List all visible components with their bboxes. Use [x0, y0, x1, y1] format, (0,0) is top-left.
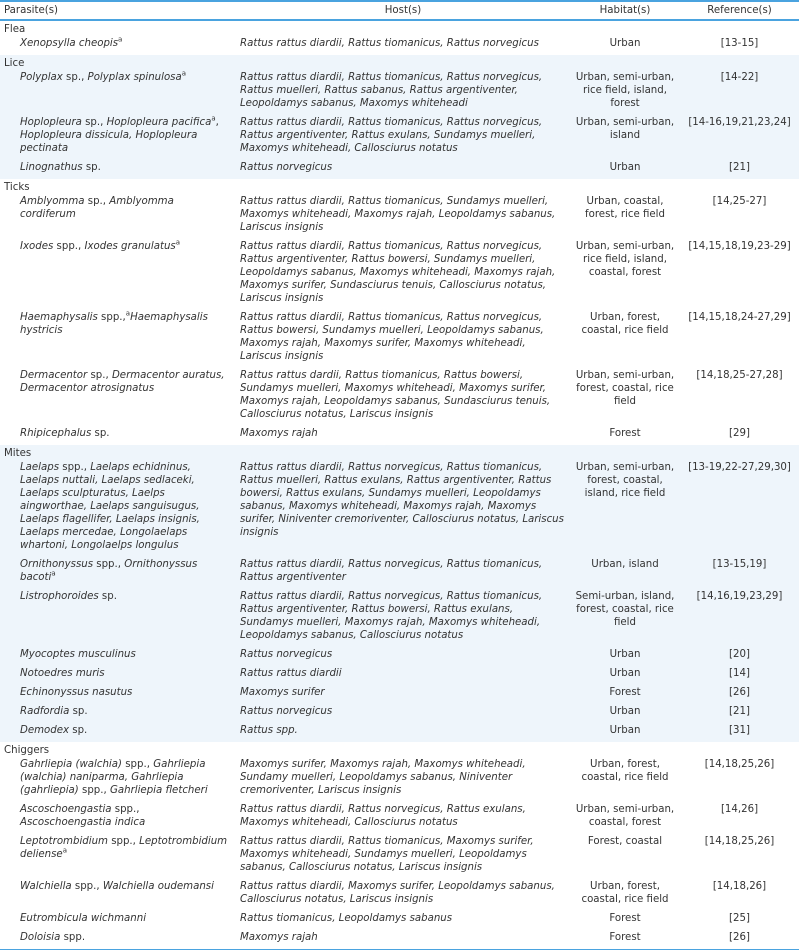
host-cell: Maxomys rajah — [240, 428, 318, 439]
parasite-name-segment: spp., — [53, 241, 85, 252]
parasite-name-segment: Polyplax spinulosa — [87, 72, 182, 83]
reference-cell: [26] — [680, 930, 799, 950]
parasite-name-segment: Haemaphysalis — [20, 312, 98, 323]
habitat-cell: Urban, semi-urban, island — [575, 117, 675, 141]
parasite-name-segment: Doloisia — [20, 932, 61, 943]
table-row — [0, 704, 799, 723]
parasite-cell — [0, 930, 236, 950]
host-cell: Maxomys surifer, Maxomys rajah, Maxomys whiteheadi, Sundamy muelleri, Leopoldamys sabanus, Niniventer cremoriventer, Lariscus insignis — [240, 759, 526, 796]
group-header-row — [0, 20, 799, 36]
parasite-name-segment: Gahrliepia (walchia) — [20, 759, 122, 770]
habitat-cell: Forest — [570, 930, 680, 950]
habitat-cell: Semi-urban, island, forest, coastal, rice field — [575, 591, 675, 628]
parasite-name-segment: Ornithonyssus — [20, 559, 94, 570]
habitat-cell: Urban, forest, coastal, rice field — [581, 312, 669, 336]
habitat-cell: Urban, island — [591, 559, 659, 570]
parasite-name-segment: sp. — [91, 428, 110, 439]
parasite-name-segment: Xenopsylla cheopis — [20, 38, 119, 49]
parasite-cell — [0, 879, 236, 911]
parasite-cell — [0, 194, 236, 239]
reference-cell: [31] — [729, 725, 750, 736]
parasite-name-segment: spp., — [93, 559, 125, 570]
reference-cell: [14,18,25,26] — [704, 759, 775, 770]
reference-cell: [14,26] — [720, 804, 759, 815]
footnote-marker: a — [125, 309, 131, 318]
parasite-name-segment: Leptotrombidium — [20, 836, 108, 847]
parasite-name-segment: , — [215, 117, 219, 128]
parasite-name-segment: sp., — [87, 370, 112, 381]
host-cell: Maxomys rajah — [236, 930, 570, 950]
table-row — [0, 723, 799, 742]
reference-cell: [14-22] — [720, 72, 759, 83]
parasite-cell — [0, 834, 236, 879]
parasite-name-segment: sp. — [82, 162, 101, 173]
parasite-cell — [0, 802, 236, 834]
table-row — [0, 666, 799, 685]
header-row — [0, 1, 799, 20]
parasite-cell — [0, 70, 236, 115]
parasite-name-segment: Echinonyssus nasutus — [20, 687, 133, 698]
group-ticks — [0, 179, 799, 445]
parasite-name-segment: spp. — [60, 932, 86, 943]
parasite-cell — [0, 666, 236, 685]
parasite-name-segment: spp., — [59, 462, 91, 473]
habitat-cell: Urban — [609, 706, 641, 717]
host-cell: Rattus rattus diardii — [240, 668, 342, 679]
host-cell: Rattus norvegicus — [240, 706, 333, 717]
parasite-name-segment: Hoplopleura dissicula, Hoplopleura pectinata — [20, 130, 198, 154]
parasite-name-segment: Dermacentor auratus, Dermacentor atrosignatus — [20, 370, 225, 394]
reference-cell: [26] — [729, 687, 750, 698]
habitat-cell: Urban — [609, 38, 641, 49]
table-row — [0, 802, 799, 834]
parasite-name-segment: Ascoschoengastia — [20, 804, 112, 815]
reference-cell: [13-15,19] — [712, 559, 767, 570]
parasite-name-segment: Rhipicephalus — [20, 428, 92, 439]
habitat-cell: Urban, semi-urban, rice field, island, forest — [575, 72, 675, 109]
parasite-cell — [0, 160, 236, 179]
parasite-name-segment: Myocoptes musculinus — [20, 649, 136, 660]
parasite-name-segment: Listrophoroides — [20, 591, 99, 602]
parasite-name-segment: Walchiella — [20, 881, 72, 892]
parasite-name-segment: Ascoschoengastia indica — [20, 817, 146, 828]
parasite-name-segment: sp. — [69, 706, 88, 717]
parasite-cell — [0, 589, 236, 647]
parasite-cell — [0, 239, 236, 310]
parasite-name-segment: spp., — [111, 804, 140, 815]
parasite-cell — [0, 704, 236, 723]
host-cell: Rattus norvegicus — [240, 162, 333, 173]
parasite-name-segment: Ornithonyssus bacoti — [20, 559, 198, 583]
group-header-row — [0, 445, 799, 460]
parasite-name-segment: Haemaphysalis hystricis — [20, 312, 208, 336]
header-host: Host(s) — [236, 1, 570, 20]
reference-cell: [13-19,22-27,29,30] — [688, 462, 791, 473]
habitat-cell: Forest — [609, 687, 641, 698]
group-flea — [0, 20, 799, 55]
parasite-cell — [0, 557, 236, 589]
host-cell: Rattus rattus diardii, Rattus norvegicus, Rattus tiomanicus, Rattus argentiventer, Rattus bowersi, Rattus exulans, Sundamys muelleri, Maxomys rajah, Maxomys whiteheadi, Leopoldamys sabanus, Callosciurus notatus — [240, 591, 543, 641]
parasite-name-segment: spp., — [97, 312, 126, 323]
parasite-cell — [0, 757, 236, 802]
table-row — [0, 757, 799, 802]
parasite-name-segment: Hoplopleura — [20, 117, 82, 128]
table-row — [0, 194, 799, 239]
parasite-cell — [0, 426, 236, 445]
group-header-row — [0, 742, 799, 757]
table-row — [0, 589, 799, 647]
habitat-cell: Urban, semi-urban, forest, coastal, rice field — [575, 370, 675, 407]
host-cell: Rattus tiomanicus, Leopoldamys sabanus — [240, 913, 453, 924]
reference-cell: [20] — [729, 649, 750, 660]
host-cell: Rattus rattus diardii, Rattus tiomanicus, Sundamys muelleri, Maxomys whiteheadi, Maxomys rajah, Leopoldamys sabanus, Lariscus insignis — [240, 196, 556, 233]
table-row — [0, 557, 799, 589]
parasite-name-segment: Ixodes — [20, 241, 54, 252]
footnote-marker: a — [211, 114, 216, 123]
parasite-cell — [0, 647, 236, 666]
parasite-name-segment: sp., — [84, 196, 110, 207]
host-cell: Rattus rattus dardii, Rattus tiomanicus, Rattus bowersi, Sundamys muelleri, Maxomys whiteheadi, Maxomys surifer, Maxomys rajah, Leopoldamys sabanus, Sundasciurus tenuis, Callosciurus notatus, Lariscus insignis — [240, 370, 551, 420]
footnote-marker: a — [118, 35, 123, 44]
parasite-cell — [0, 723, 236, 742]
parasite-cell — [0, 368, 236, 426]
parasite-name-segment: Linognathus — [20, 162, 83, 173]
reference-cell: [14-16,19,21,23,24] — [688, 117, 791, 128]
parasite-name-segment: Hoplopleura pacifica — [106, 117, 212, 128]
host-cell: Rattus rattus diardii, Rattus norvegicus, Rattus tiomanicus, Rattus muelleri, Rattus exulans, Rattus argentiventer, Rattus bowersi, Rattus exulans, Sundamys muelleri, Leopoldamys sabanus, Maxomys whiteheadi, Maxomys rajah, Maxomys surifer, Niniventer cremoriventer, Callosciurus notatus, Lariscus insignis — [240, 462, 564, 538]
footnote-marker: a — [51, 569, 56, 578]
table-row — [0, 834, 799, 879]
parasite-name-segment: sp. — [98, 591, 117, 602]
parasite-cell — [0, 911, 236, 930]
group-label: Flea — [4, 24, 26, 35]
group-label: Ticks — [4, 182, 30, 193]
parasite-name-segment: Demodex — [20, 725, 70, 736]
parasite-name-segment: sp. — [69, 725, 88, 736]
parasite-name-segment: Gahrliepia (walchia) naniparma, Gahrliepia (gahrliepia) — [20, 759, 206, 796]
habitat-cell: Urban, forest, coastal, rice field — [581, 759, 669, 783]
table-row — [0, 115, 799, 160]
reference-cell: [21] — [729, 706, 750, 717]
footnote-marker: a — [181, 69, 187, 78]
parasite-name-segment: Walchiella oudemansi — [102, 881, 214, 892]
parasite-name-segment: Polyplax — [20, 72, 63, 83]
host-cell: Maxomys surifer — [240, 687, 325, 698]
header-parasite: Parasite(s) — [0, 1, 236, 20]
parasite-name-segment: spp., — [71, 881, 103, 892]
table-row — [0, 930, 799, 950]
habitat-cell: Urban, semi-urban, forest, coastal, island, rice field — [575, 462, 675, 499]
parasite-cell — [0, 115, 236, 160]
table-row — [0, 685, 799, 704]
table-row — [0, 70, 799, 115]
parasite-cell — [0, 36, 236, 55]
parasite-name-segment: spp., — [121, 759, 154, 770]
parasite-cell — [0, 310, 236, 368]
table-row — [0, 239, 799, 310]
table-row — [0, 36, 799, 55]
parasite-name-segment: Ixodes granulatus — [84, 241, 176, 252]
parasite-name-segment: Amblyomma — [20, 196, 85, 207]
host-cell: Rattus spp. — [240, 725, 298, 736]
parasite-name-segment: Notoedres muris — [20, 668, 105, 679]
parasite-name-segment: sp., — [81, 117, 107, 128]
host-cell: Rattus rattus diardii, Rattus tiomanicus, Rattus norvegicus, Rattus argentiventer, Rattus bowersi, Sundamys muelleri, Leopoldamys sabanus, Maxomys whiteheadi, Maxomys rajah, Maxomys surifer, Sundasciurus tenuis, Callosciurus notatus, Lariscus insignis — [240, 241, 556, 304]
reference-cell: [14,18,25-27,28] — [696, 370, 783, 381]
parasite-name-segment: Laelaps echidninus, Laelaps nuttali, Laelaps sedlaceki, Laelaps sculpturatus, Laelps aingworthae, Laelaps sanguisugus, Laelaps flagellifer, Laelaps insignis, Laelaps mercedae, Longolaelaps whartoni, Longolaelps longulus — [20, 462, 200, 551]
host-cell: Rattus norvegicus — [240, 649, 333, 660]
parasite-cell — [0, 460, 236, 557]
habitat-cell: Forest — [609, 913, 641, 924]
reference-cell: [21] — [729, 162, 750, 173]
group-mites — [0, 445, 799, 742]
parasite-name-segment: Laelaps — [20, 462, 60, 473]
footnote-marker: a — [175, 238, 181, 247]
reference-cell: [14,18,26] — [712, 881, 767, 892]
reference-cell: [14,16,19,23,29] — [696, 591, 783, 602]
header-habitat: Habitat(s) — [570, 1, 680, 20]
reference-cell: [25] — [729, 913, 750, 924]
reference-cell: [14] — [729, 668, 750, 679]
table-row — [0, 911, 799, 930]
host-cell: Rattus rattus diardii, Maxomys surifer, Leopoldamys sabanus, Callosciurus notatus, Lariscus insignis — [240, 881, 555, 905]
reference-cell: [14,15,18,19,23-29] — [688, 241, 791, 252]
parasite-name-segment: spp., — [78, 785, 110, 796]
reference-cell: [29] — [729, 428, 750, 439]
habitat-cell: Urban, semi-urban, rice field, island, coastal, forest — [575, 241, 675, 278]
group-lice — [0, 55, 799, 179]
host-cell: Rattus rattus diardii, Rattus tiomanicus, Rattus norvegicus, Rattus bowersi, Sundamys muelleri, Leopoldamys sabanus, Maxomys rajah, Maxomys surifer, Maxomys whiteheadi, Lariscus insignis — [240, 312, 544, 362]
table-row — [0, 647, 799, 666]
parasite-name-segment: Amblyomma cordiferum — [20, 196, 174, 220]
host-cell: Rattus rattus diardii, Rattus norvegicus, Rattus exulans, Maxomys whiteheadi, Callosciurus notatus — [240, 804, 526, 828]
reference-cell: [14,25-27] — [712, 196, 767, 207]
table-row — [0, 310, 799, 368]
habitat-cell: Urban — [609, 725, 641, 736]
table-row — [0, 368, 799, 426]
group-header-row — [0, 55, 799, 70]
parasite-name-segment: sp., — [62, 72, 88, 83]
footnote-marker: a — [62, 846, 67, 855]
table-row — [0, 160, 799, 179]
group-chiggers — [0, 742, 799, 950]
table-row — [0, 426, 799, 445]
parasite-name-segment: Gahrliepia fletcheri — [109, 785, 208, 796]
parasite-cell — [0, 685, 236, 704]
host-cell: Rattus rattus diardii, Rattus norvegicus, Rattus tiomanicus, Rattus argentiventer — [240, 559, 543, 583]
table-row — [0, 879, 799, 911]
parasite-name-segment: Leptotrombidium deliense — [20, 836, 228, 860]
group-label: Mites — [4, 448, 32, 459]
habitat-cell: Urban, forest, coastal, rice field — [581, 881, 669, 905]
group-label: Lice — [4, 58, 25, 69]
reference-cell: [14,15,18,24-27,29] — [688, 312, 791, 323]
parasite-name-segment: Radfordia — [20, 706, 70, 717]
parasite-name-segment: spp., — [107, 836, 140, 847]
habitat-cell: Urban, coastal, forest, rice field — [585, 196, 665, 220]
habitat-cell: Urban — [609, 162, 641, 173]
group-label: Chiggers — [4, 745, 50, 756]
habitat-cell: Forest, coastal — [587, 836, 663, 847]
header-reference: Reference(s) — [680, 1, 799, 20]
reference-cell: [14,18,25,26] — [704, 836, 775, 847]
host-cell: Rattus rattus diardii, Rattus tiomanicus, Maxomys surifer, Maxomys whiteheadi, Sundamys muelleri, Leopoldamys sabanus, Callosciurus notatus, Lariscus insignis — [240, 836, 534, 873]
table-row — [0, 460, 799, 557]
parasite-name-segment: Eutrombicula wichmanni — [20, 913, 147, 924]
host-cell: Rattus rattus diardii, Rattus tiomanicus, Rattus norvegicus, Rattus muelleri, Rattus sabanus, Rattus argentiventer, Leopoldamys sabanus, Maxomys whiteheadi — [240, 72, 543, 109]
reference-cell: [13-15] — [720, 38, 759, 49]
parasite-name-segment: Dermacentor — [20, 370, 88, 381]
habitat-cell: Urban, semi-urban, coastal, forest — [575, 804, 675, 828]
group-header-row — [0, 179, 799, 194]
host-cell: Rattus rattus diardii, Rattus tiomanicus, Rattus norvegicus — [240, 38, 539, 49]
host-cell: Rattus rattus diardii, Rattus tiomanicus, Rattus norvegicus, Rattus argentiventer, Rattus exulans, Sundamys muelleri, Maxomys whiteheadi, Callosciurus notatus — [240, 117, 543, 154]
habitat-cell: Forest — [609, 428, 641, 439]
habitat-cell: Urban — [609, 649, 641, 660]
habitat-cell: Urban — [609, 668, 641, 679]
